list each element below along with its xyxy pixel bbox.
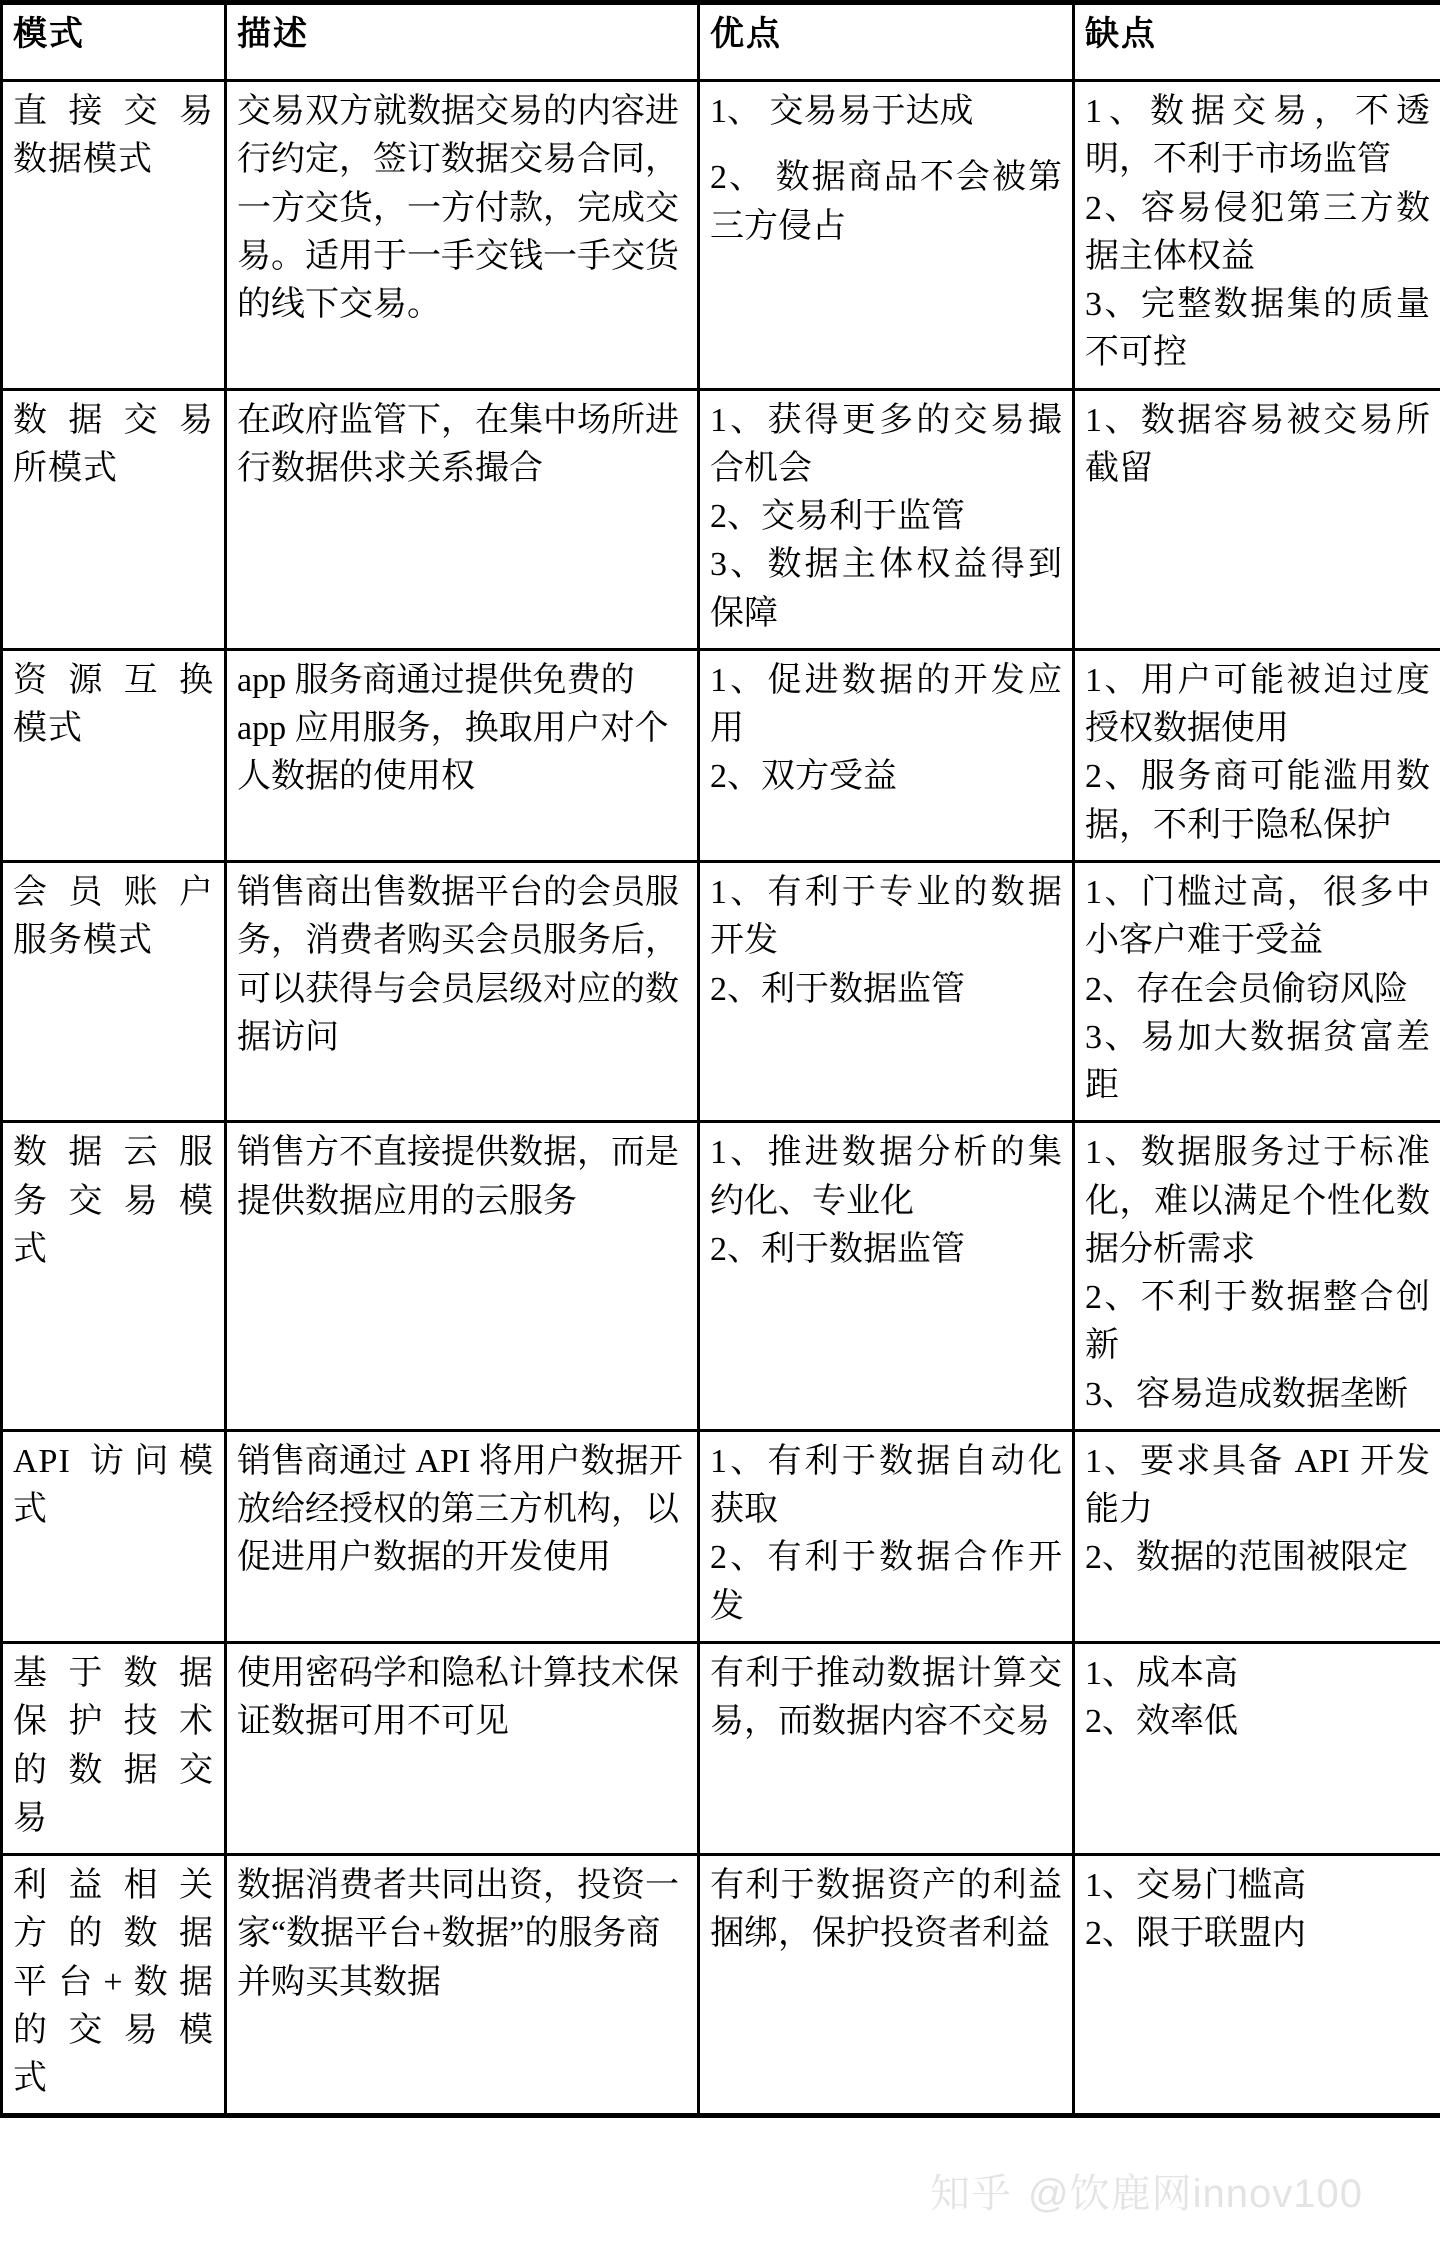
cell-pros — [699, 1642, 1074, 1854]
cell-mode — [2, 1642, 226, 1854]
pros-item: 有利于数据资产的利益捆绑，保护投资者利益 — [710, 1867, 1062, 1953]
table-header — [2, 3, 1440, 81]
cell-cons — [1074, 1122, 1440, 1431]
pros-item: 2、 数据商品不会被第三方侵占 — [710, 159, 1062, 245]
table-body — [2, 81, 1440, 2116]
mode-line: 直接交易 — [13, 93, 214, 130]
cell-cons — [1074, 861, 1440, 1121]
mode-line: 基于数据 — [13, 1654, 214, 1692]
mode-line: 的数据交 — [13, 1751, 214, 1789]
mode-line: 式 — [13, 2060, 48, 2098]
column-header-pros: 优点 — [699, 3, 1074, 81]
pros-item: 1、有利于数据自动化获取 — [710, 1442, 1062, 1529]
watermark-handle: @饮鹿网innov100 — [1028, 2172, 1363, 2216]
cell-description: 数据消费者共同出资，投资一家“数据平台+数据”的服务商并购买其数据 — [226, 1855, 699, 2116]
mode-line: 所模式 — [13, 449, 118, 487]
cons-item: 2、存在会员偷窃风险 — [1085, 970, 1408, 1008]
cell-cons — [1074, 389, 1440, 649]
mode-line: 数据云服 — [13, 1134, 214, 1172]
cell-cons — [1074, 81, 1440, 390]
cell-description: 销售方不直接提供数据，而是提供数据应用的云服务 — [226, 1122, 699, 1431]
table-row — [2, 1122, 1440, 1431]
pros-item: 2、有利于数据合作开发 — [710, 1539, 1062, 1625]
cons-item: 1、数据交易，不透明，不利于市场监管 — [1085, 93, 1430, 179]
cons-item: 1、门槛过高，很多中小客户难于受益 — [1085, 873, 1430, 960]
cell-pros — [699, 1122, 1074, 1431]
cell-description: 销售商出售数据平台的会员服务，消费者购买会员服务后，可以获得与会员层级对应的数据访问 — [226, 861, 699, 1121]
cell-cons — [1074, 1855, 1440, 2116]
cell-cons — [1074, 1642, 1440, 1854]
pros-item: 2、交易利于监管 — [710, 498, 965, 536]
cell-cons — [1074, 649, 1440, 861]
table-row — [2, 1430, 1440, 1642]
mode-line: 式 — [13, 1230, 48, 1268]
pros-item: 2、利于数据监管 — [710, 1230, 965, 1268]
cell-cons — [1074, 1430, 1440, 1642]
mode-line: 务交易模 — [13, 1182, 214, 1220]
mode-line: API 访问模 — [13, 1442, 214, 1480]
pros-item: 2、利于数据监管 — [710, 970, 965, 1008]
table-row — [2, 861, 1440, 1121]
pros-item: 有利于推动数据计算交易，而数据内容不交易 — [710, 1654, 1062, 1741]
cell-description: 使用密码学和隐私计算技术保证数据可用不可见 — [226, 1642, 699, 1854]
watermark — [930, 2162, 1363, 2219]
table-row — [2, 389, 1440, 649]
cons-item: 1、成本高 — [1085, 1654, 1238, 1692]
mode-line: 数据交易 — [13, 401, 214, 439]
cell-mode — [2, 389, 226, 649]
cell-mode — [2, 861, 226, 1121]
pros-item: 1、有利于专业的数据开发 — [710, 873, 1062, 960]
cons-item: 1、数据容易被交易所截留 — [1085, 401, 1430, 487]
cons-item: 1、交易门槛高 — [1085, 1867, 1306, 1905]
table-row — [2, 649, 1440, 861]
mode-line: 数据模式 — [13, 141, 153, 179]
cons-item: 1、用户可能被迫过度授权数据使用 — [1085, 661, 1430, 748]
pros-item: 1、促进数据的开发应用 — [710, 661, 1062, 748]
column-header-description: 描述 — [226, 3, 699, 81]
cell-pros — [699, 81, 1074, 390]
table-row — [2, 81, 1440, 390]
mode-line: 利益相关 — [13, 1867, 214, 1905]
cons-item: 2、效率低 — [1085, 1703, 1238, 1741]
cons-item: 2、容易侵犯第三方数据主体权益 — [1085, 189, 1430, 275]
cons-item: 2、数据的范围被限定 — [1085, 1539, 1408, 1577]
mode-line: 保护技术 — [13, 1703, 214, 1741]
cell-description: 销售商通过 API 将用户数据开放给经授权的第三方机构，以促进用户数据的开发使用 — [226, 1430, 699, 1642]
pros-item: 1、获得更多的交易撮合机会 — [710, 401, 1062, 487]
cons-item: 1、要求具备 API 开发能力 — [1085, 1442, 1430, 1529]
mode-line: 服务模式 — [13, 922, 153, 960]
cell-pros — [699, 861, 1074, 1121]
mode-line: 资源互换 — [13, 661, 214, 699]
cell-description: 在政府监管下，在集中场所进行数据供求关系撮合 — [226, 389, 699, 649]
pros-item: 3、数据主体权益得到保障 — [710, 546, 1062, 632]
cell-mode — [2, 81, 226, 390]
cons-item: 2、不利于数据整合创新 — [1085, 1279, 1430, 1365]
column-header-mode: 模式 — [2, 3, 226, 81]
table-row — [2, 1642, 1440, 1854]
table-row — [2, 1855, 1440, 2116]
mode-line: 的交易模 — [13, 2011, 214, 2049]
mode-line: 平台+数据 — [13, 1963, 214, 2001]
mode-line: 易 — [13, 1799, 48, 1837]
pros-item: 1、 交易易于达成 — [710, 93, 974, 130]
cell-mode — [2, 1855, 226, 2116]
watermark-platform: 知乎 — [930, 2172, 1012, 2216]
cell-pros — [699, 649, 1074, 861]
column-header-cons: 缺点 — [1074, 3, 1440, 81]
mode-line: 模式 — [13, 710, 83, 748]
table-header-row — [2, 3, 1440, 81]
cons-item: 3、易加大数据贫富差距 — [1085, 1018, 1430, 1105]
pros-item: 1、推进数据分析的集约化、专业化 — [710, 1134, 1062, 1220]
cell-mode — [2, 1430, 226, 1642]
cell-pros — [699, 1430, 1074, 1642]
cell-pros — [699, 1855, 1074, 2116]
cons-item: 3、容易造成数据垄断 — [1085, 1375, 1408, 1413]
cell-mode — [2, 1122, 226, 1431]
cons-item: 2、服务商可能滥用数据，不利于隐私保护 — [1085, 758, 1430, 844]
mode-line: 方的数据 — [13, 1915, 214, 1953]
mode-line: 式 — [13, 1491, 48, 1529]
cons-item: 2、限于联盟内 — [1085, 1915, 1306, 1953]
cell-mode — [2, 649, 226, 861]
cons-item: 3、完整数据集的质量不可控 — [1085, 286, 1430, 372]
mode-line: 会员账户 — [13, 873, 214, 911]
pros-item: 2、双方受益 — [710, 758, 897, 796]
cell-description: 交易双方就数据交易的内容进行约定，签订数据交易合同，一方交货，一方付款，完成交易。适用于一手交钱一手交货的线下交易。 — [226, 81, 699, 390]
cons-item: 1、数据服务过于标准化，难以满足个性化数据分析需求 — [1085, 1134, 1430, 1268]
cell-description: app 服务商通过提供免费的 app 应用服务，换取用户对个人数据的使用权 — [226, 649, 699, 861]
cell-pros — [699, 389, 1074, 649]
